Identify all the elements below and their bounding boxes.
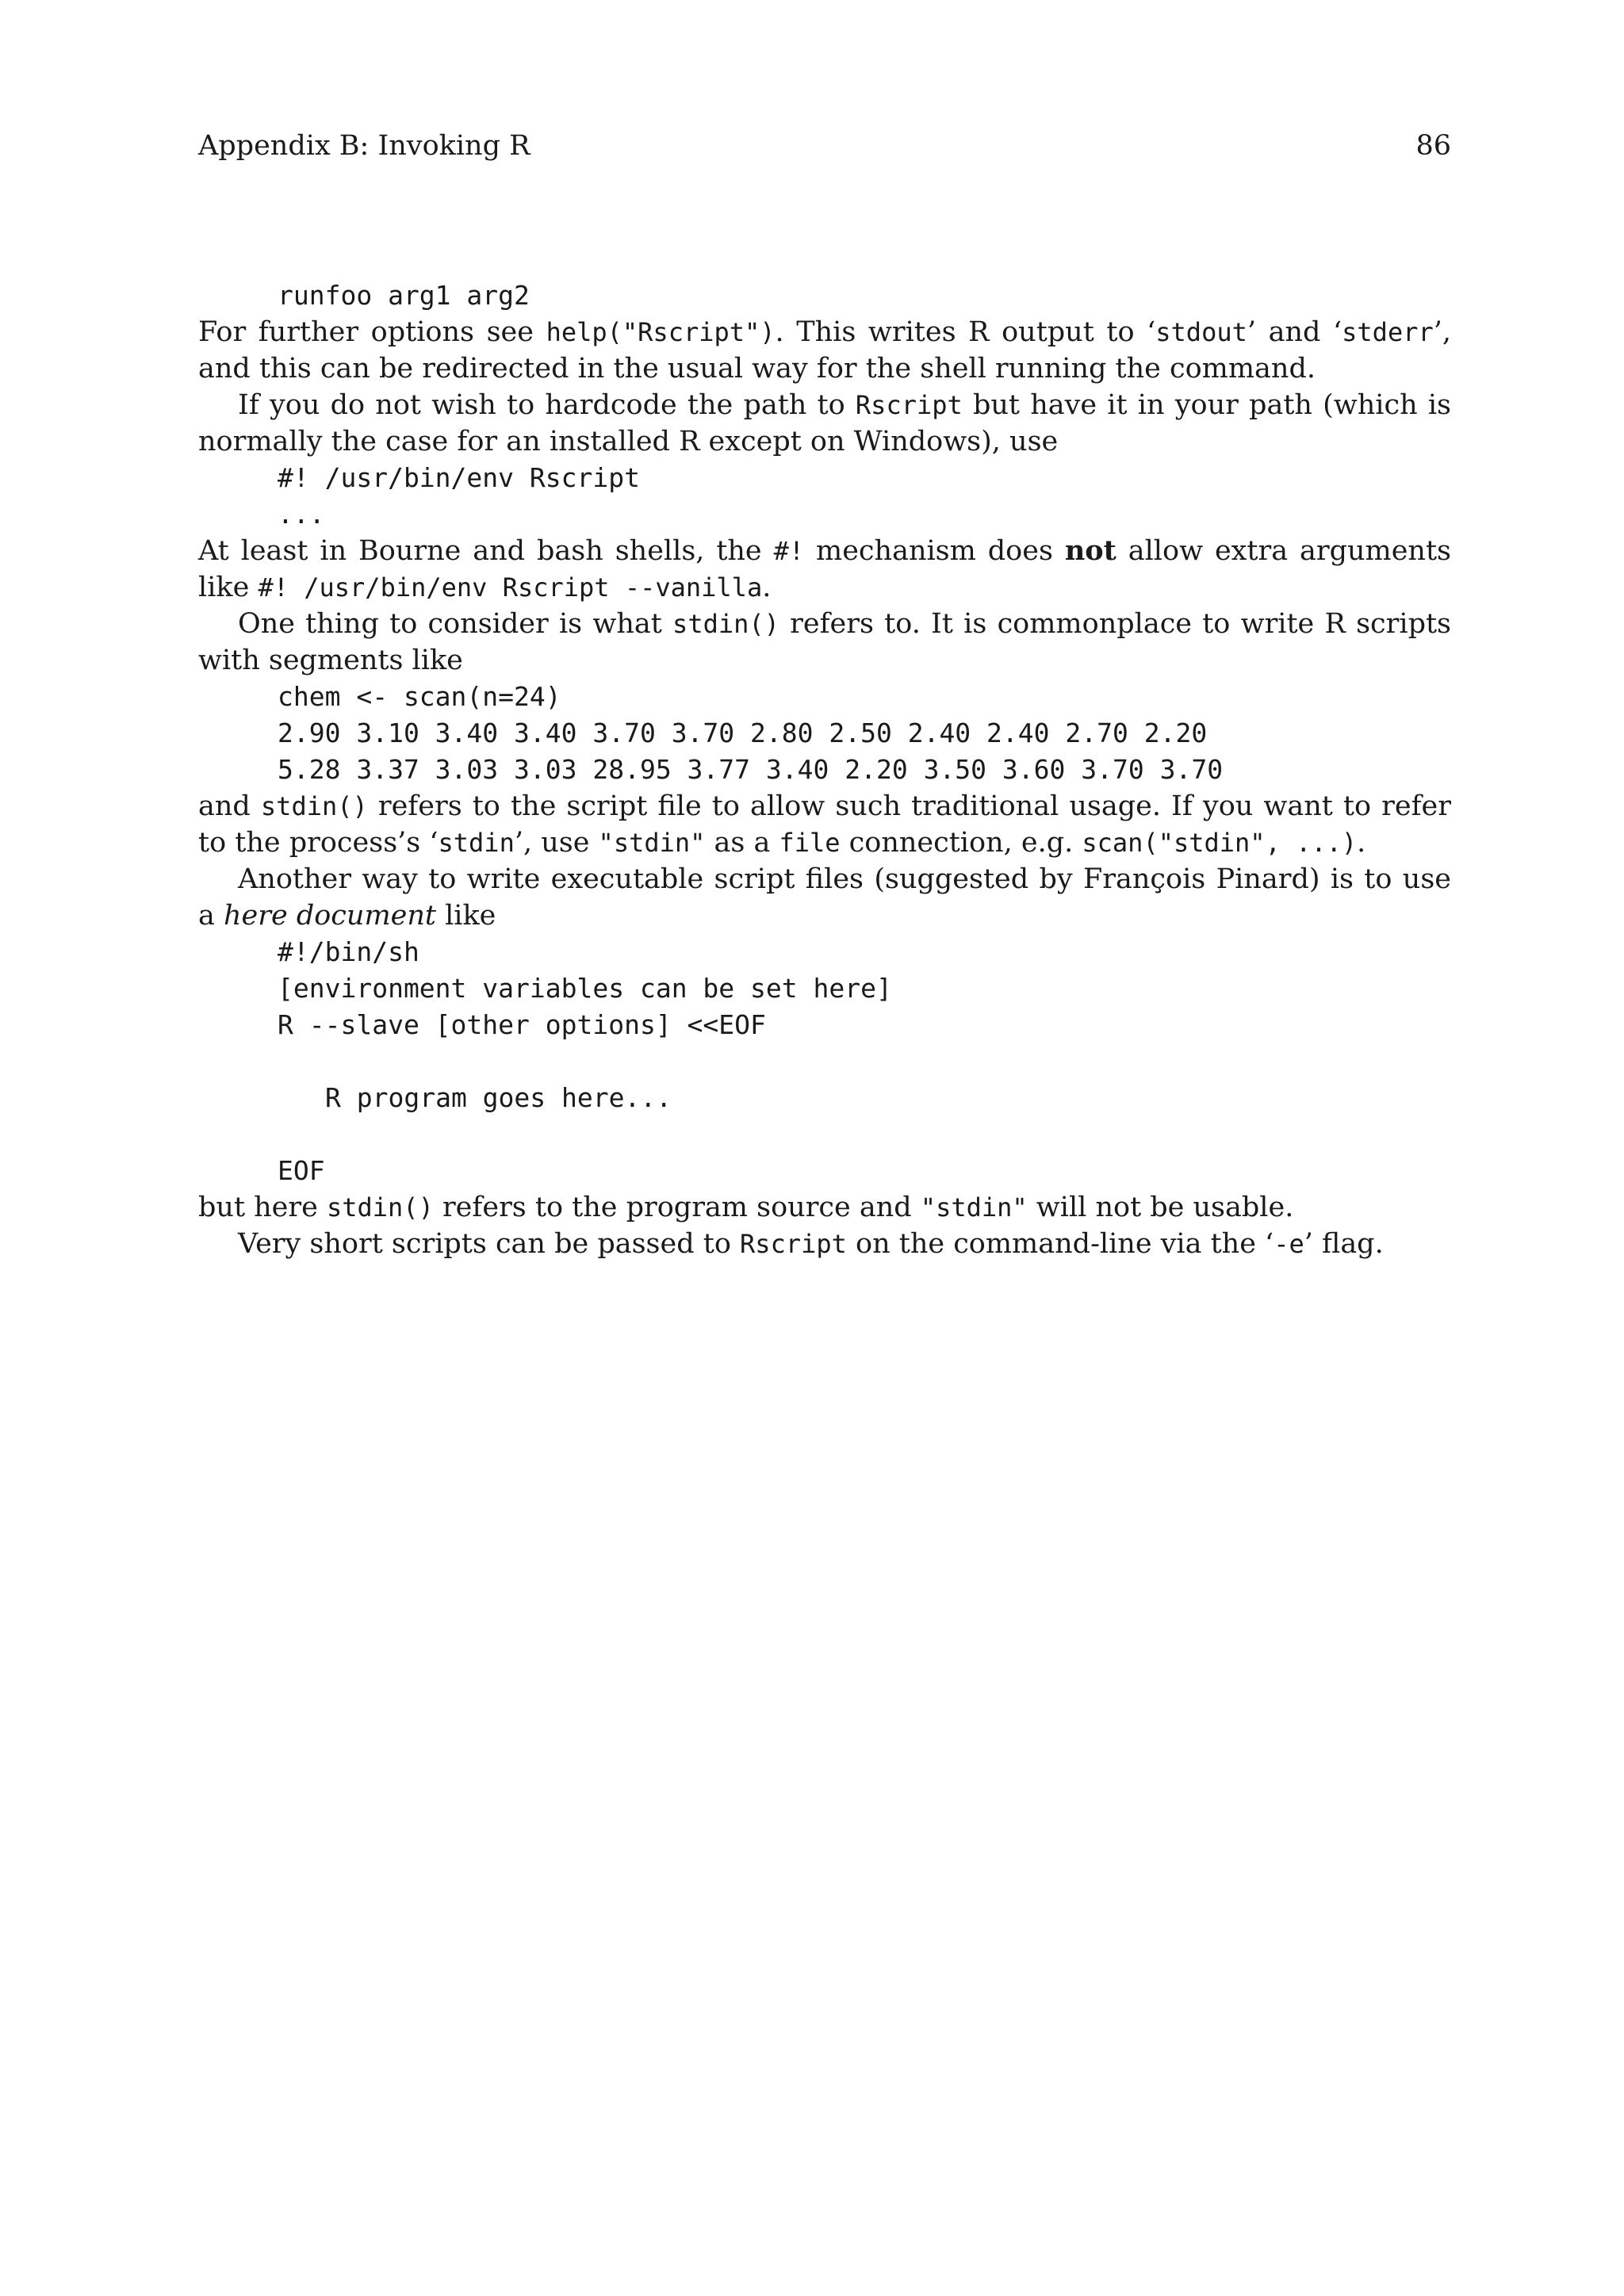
code-line: chem <- scan(n=24) xyxy=(278,681,561,712)
chapter-title: Appendix B: Invoking R xyxy=(198,130,530,162)
code-line: R program goes here... xyxy=(325,1082,672,1113)
inline-code: #! xyxy=(773,536,805,566)
code-block-shebang xyxy=(198,460,1451,533)
inline-code: stdin xyxy=(438,828,515,858)
code-line: #!/bin/sh xyxy=(278,936,419,967)
blank-line xyxy=(278,1116,1451,1153)
paragraph-further-options: For further options see help("Rscript"). This writes R output to ‘stdout’ and ‘stderr’, and this can be redirected in the usual way for the shell running the command. xyxy=(198,316,1451,385)
page-number: 86 xyxy=(1415,130,1451,162)
inline-code: stdin() xyxy=(260,791,368,821)
italic-text: here document xyxy=(224,900,436,932)
inline-code: file xyxy=(779,828,841,858)
paragraph-traditional-usage: and stdin() refers to the script file to allow such traditional usage. If you want to refer to the process’s ‘stdin’, use "stdin" as a file connection, e.g. scan("stdin", ...). xyxy=(198,790,1451,859)
inline-code: scan("stdin", ...) xyxy=(1082,828,1358,858)
inline-code: stdin() xyxy=(326,1192,434,1223)
code-line: 5.28 3.37 3.03 3.03 28.95 3.77 3.40 2.20 3.50 3.60 3.70 3.70 xyxy=(278,754,1224,785)
code-line: ... xyxy=(278,499,325,530)
page-body xyxy=(198,277,1451,1262)
paragraph-stdin: One thing to consider is what stdin() refers to. It is commonplace to write R scripts with segments like xyxy=(198,608,1452,676)
code-line: EOF xyxy=(278,1155,325,1186)
inline-code: stdin() xyxy=(672,609,779,639)
inline-code: -e xyxy=(1274,1229,1304,1259)
paragraph-here-document: Another way to write executable script files (suggested by François Pinard) is to use a here document like xyxy=(198,863,1451,932)
bold-text: not xyxy=(1064,534,1116,567)
document-page xyxy=(198,127,1451,1262)
paragraph-bourne-shells: At least in Bourne and bash shells, the #! mechanism does not allow extra arguments like #! /usr/bin/env Rscript --vanilla. xyxy=(198,534,1451,603)
code-line: R --slave [other options] <<EOF xyxy=(278,1009,766,1040)
inline-code: stderr xyxy=(1342,317,1434,347)
inline-code: #! /usr/bin/env Rscript --vanilla xyxy=(258,572,763,603)
code-line: #! /usr/bin/env Rscript xyxy=(278,462,640,493)
inline-code: Rscript xyxy=(740,1229,847,1259)
paragraph-program-source: but here stdin() refers to the program source and "stdin" will not be usable. xyxy=(198,1192,1294,1223)
inline-code: Rscript xyxy=(855,390,963,420)
code-line: 2.90 3.10 3.40 3.40 3.70 3.70 2.80 2.50 2.40 2.40 2.70 2.20 xyxy=(278,718,1208,748)
code-line: [environment variables can be set here] xyxy=(278,973,892,1004)
paragraph-hardcode-path: If you do not wish to hardcode the path to Rscript but have it in your path (which is normally the case for an installed R except on Windows), use xyxy=(198,389,1451,457)
inline-code: help("Rscript") xyxy=(546,317,776,347)
inline-code: stdout xyxy=(1155,317,1247,347)
inline-code: "stdin" xyxy=(920,1192,1028,1223)
code-block-heredoc xyxy=(198,934,1451,1189)
paragraph-short-scripts: Very short scripts can be passed to Rscript on the command-line via the ‘-e’ flag. xyxy=(238,1228,1384,1260)
code-block-scan xyxy=(198,679,1451,788)
blank-line xyxy=(278,1043,1451,1080)
running-header xyxy=(198,127,1451,165)
code-block-runfoo xyxy=(198,277,1451,314)
code-line: runfoo arg1 arg2 xyxy=(278,280,530,311)
inline-code: "stdin" xyxy=(598,828,706,858)
